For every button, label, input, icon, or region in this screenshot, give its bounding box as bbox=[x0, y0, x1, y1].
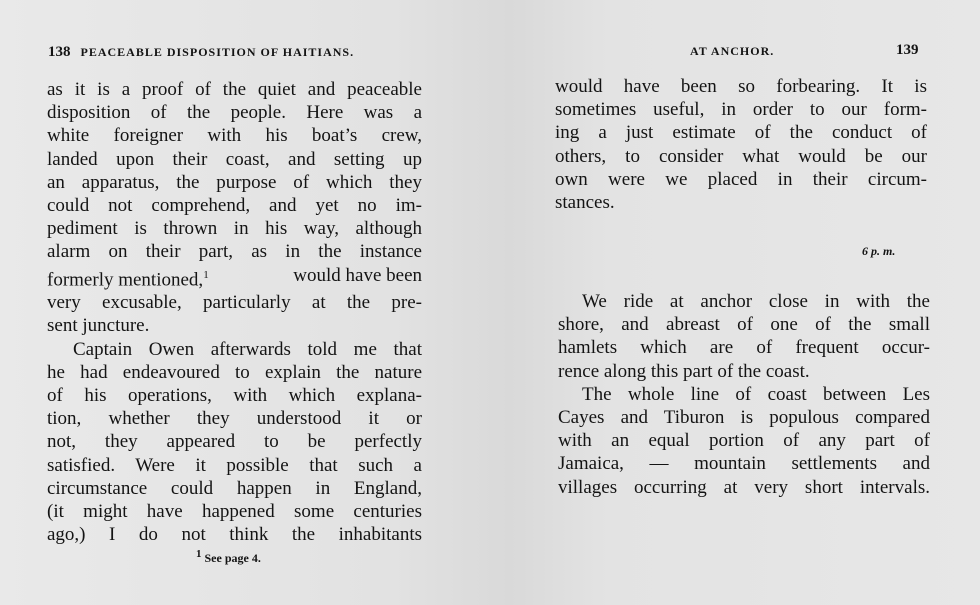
time-mark: 6 p. m. bbox=[862, 244, 896, 258]
text-line: an apparatus, the purpose of which they bbox=[47, 171, 422, 193]
text-line: We ride at anchor close in with the bbox=[582, 291, 930, 312]
footnote-text: See page 4. bbox=[204, 551, 261, 565]
text-line: others, to consider what would be our bbox=[555, 145, 927, 167]
text-line: ago,) I do not think the inhabitants bbox=[47, 524, 422, 546]
right-running-title: AT ANCHOR. bbox=[690, 44, 775, 58]
text-line: shore, and abreast of one of the small bbox=[558, 314, 930, 336]
text-line: of his operations, with which explana- bbox=[47, 384, 422, 406]
text-line-with-footnote-ref bbox=[47, 264, 422, 292]
left-running-head bbox=[48, 44, 354, 61]
text-line: stances. bbox=[555, 192, 615, 214]
text-line: with an equal portion of any part of bbox=[558, 430, 930, 452]
text-line: alarm on their part, as in the instance bbox=[47, 241, 422, 263]
right-body-text-bottom bbox=[558, 290, 930, 499]
text-line: landed upon their coast, and setting up bbox=[47, 148, 422, 170]
left-running-title: PEACEABLE DISPOSITION OF HAITIANS. bbox=[80, 45, 355, 59]
text-line: sometimes useful, in order to our form- bbox=[555, 99, 927, 121]
text-line: tion, whether they understood it or bbox=[47, 408, 422, 430]
text-line: hamlets which are of frequent occur- bbox=[558, 337, 930, 359]
text-line: Cayes and Tiburon is populous compared bbox=[558, 407, 930, 429]
text-line: circumstance could happen in England, bbox=[47, 477, 422, 499]
text-line: very excusable, particularly at the pre- bbox=[47, 292, 422, 314]
footnote-reference: 1 bbox=[203, 268, 209, 281]
left-page-number: 138 bbox=[48, 44, 71, 60]
text-line: (it might have happened some centuries bbox=[47, 500, 422, 522]
right-body-text-top bbox=[555, 75, 927, 214]
right-page-number: 139 bbox=[896, 42, 919, 58]
text-line: he had endeavoured to explain the nature bbox=[47, 361, 422, 383]
text-line: sent juncture. bbox=[47, 315, 150, 337]
text-line: as it is a proof of the quiet and peaceable bbox=[47, 79, 422, 100]
text-line: pediment is thrown in his way, although bbox=[47, 218, 422, 240]
left-body-text bbox=[47, 78, 422, 546]
text-line: Captain Owen afterwards told me that bbox=[73, 338, 422, 360]
text-fragment: formerly mentioned, bbox=[47, 268, 204, 290]
text-line: could not comprehend, and yet no im- bbox=[47, 195, 422, 217]
text-line: satisfied. Were it possible that such a bbox=[47, 454, 422, 476]
text-line: own were we placed in their circum- bbox=[555, 168, 927, 190]
text-line: would have been so forbearing. It is bbox=[555, 76, 927, 97]
text-line: white foreigner with his boat’s crew, bbox=[47, 125, 422, 147]
text-line: disposition of the people. Here was a bbox=[47, 102, 422, 124]
text-line: The whole line of coast between Les bbox=[582, 383, 930, 405]
text-line: rence along this part of the coast. bbox=[558, 360, 810, 382]
text-line: not, they appeared to be perfectly bbox=[47, 431, 422, 453]
left-footnote bbox=[196, 548, 261, 566]
text-line: Jamaica, — mountain settlements and bbox=[558, 453, 930, 475]
text-line: ing a just estimate of the conduct of bbox=[555, 122, 927, 144]
text-fragment: would have been bbox=[293, 264, 422, 286]
right-page bbox=[490, 0, 980, 605]
footnote-marker: 1 bbox=[196, 548, 202, 560]
text-line: villages occurring at very short intervals. bbox=[558, 476, 930, 498]
